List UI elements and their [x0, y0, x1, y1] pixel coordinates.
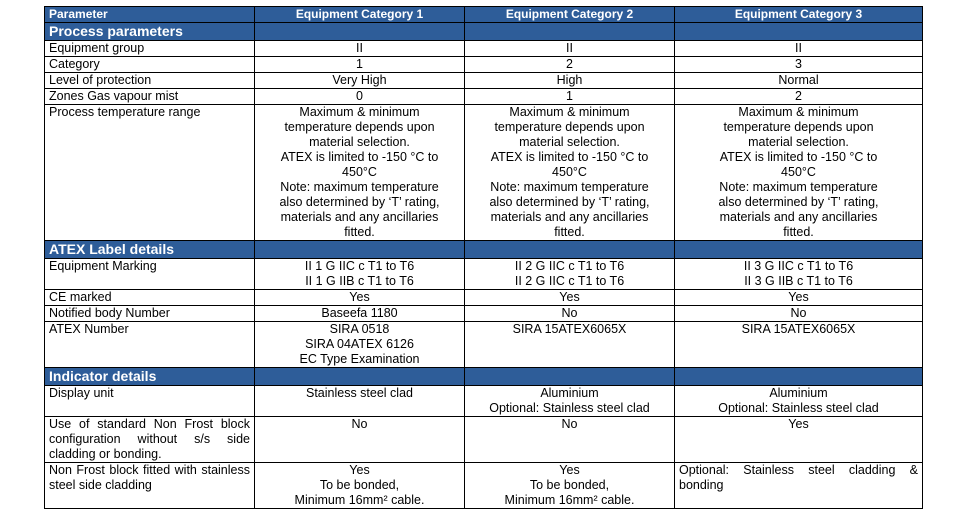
cell-cat1: 1 — [255, 57, 465, 73]
cell-cat3: 3 — [675, 57, 923, 73]
cell-cat2: No — [465, 417, 675, 463]
row-zones — [45, 89, 923, 105]
row-category — [45, 57, 923, 73]
row-non-frost-cladding — [45, 463, 923, 509]
header-parameter: Parameter — [45, 7, 255, 23]
cell-cat1: Baseefa 1180 — [255, 306, 465, 322]
section-title-atex: ATEX Label details — [45, 241, 255, 259]
cell-cat3: Optional: Stainless steel cladding & bonding — [675, 463, 923, 509]
cell-cat3: Yes — [675, 290, 923, 306]
cell-cat3: SIRA 15ATEX6065X — [675, 322, 923, 368]
row-notified-body — [45, 306, 923, 322]
row-standard-non-frost — [45, 417, 923, 463]
cell-cat2: SIRA 15ATEX6065X — [465, 322, 675, 368]
cell-cat1: Yes — [255, 290, 465, 306]
row-label: Notified body Number — [45, 306, 255, 322]
cell-cat3: 2 — [675, 89, 923, 105]
header-category-2: Equipment Category 2 — [465, 7, 675, 23]
cell-cat1: 0 — [255, 89, 465, 105]
cell-cat1: Yes To be bonded, Minimum 16mm² cable. — [255, 463, 465, 509]
cell-cat3: Normal — [675, 73, 923, 89]
equipment-category-table — [44, 6, 923, 509]
row-ce-marked — [45, 290, 923, 306]
cell-cat2: 1 — [465, 89, 675, 105]
section-title-indicator: Indicator details — [45, 368, 255, 386]
row-display-unit — [45, 386, 923, 417]
cell-cat2: II — [465, 41, 675, 57]
cell-cat3: No — [675, 306, 923, 322]
cell-cat1: No — [255, 417, 465, 463]
cell-cat3: II 3 G IIC c T1 to T6 II 3 G IIB c T1 to T6 — [675, 259, 923, 290]
row-atex-number — [45, 322, 923, 368]
row-label: Category — [45, 57, 255, 73]
row-label: Use of standard Non Frost block configuration without s/s side cladding or bonding. — [45, 417, 255, 463]
header-category-3: Equipment Category 3 — [675, 7, 923, 23]
cell-cat3: Yes — [675, 417, 923, 463]
cell-cat3: Maximum & minimum temperature depends upon material selection. ATEX is limited to -150 °C to 450°C Note: maximum temperature also determined by ‘T’ rating, materials and any ancillaries fitted. — [675, 105, 923, 241]
cell-cat3: II — [675, 41, 923, 57]
header-row — [45, 7, 923, 23]
row-label: Zones Gas vapour mist — [45, 89, 255, 105]
cell-cat2: Yes To be bonded, Minimum 16mm² cable. — [465, 463, 675, 509]
section-indicator — [45, 368, 923, 386]
cell-cat1: Very High — [255, 73, 465, 89]
cell-cat2: II 2 G IIC c T1 to T6 II 2 G IIC c T1 to T6 — [465, 259, 675, 290]
row-label: Process temperature range — [45, 105, 255, 241]
row-label: Equipment Marking — [45, 259, 255, 290]
cell-cat2: High — [465, 73, 675, 89]
cell-cat2: Aluminium Optional: Stainless steel clad — [465, 386, 675, 417]
cell-cat2: 2 — [465, 57, 675, 73]
section-atex — [45, 241, 923, 259]
cell-cat1: Maximum & minimum temperature depends upon material selection. ATEX is limited to -150 °C to 450°C Note: maximum temperature also determined by ‘T’ rating, materials and any ancillaries fitted. — [255, 105, 465, 241]
row-label: Non Frost block fitted with stainless steel side cladding — [45, 463, 255, 509]
cell-cat2: Maximum & minimum temperature depends upon material selection. ATEX is limited to -150 °C to 450°C Note: maximum temperature also determined by ‘T’ rating, materials and any ancillaries fitted. — [465, 105, 675, 241]
header-category-1: Equipment Category 1 — [255, 7, 465, 23]
row-equipment-group — [45, 41, 923, 57]
row-label: ATEX Number — [45, 322, 255, 368]
row-process-temperature — [45, 105, 923, 241]
section-title-process: Process parameters — [45, 23, 255, 41]
section-process — [45, 23, 923, 41]
row-label: Equipment group — [45, 41, 255, 57]
row-level-of-protection — [45, 73, 923, 89]
cell-cat2: Yes — [465, 290, 675, 306]
cell-cat1: SIRA 0518 SIRA 04ATEX 6126 EC Type Examination — [255, 322, 465, 368]
row-label: Display unit — [45, 386, 255, 417]
row-label: CE marked — [45, 290, 255, 306]
cell-cat1: II — [255, 41, 465, 57]
cell-cat2: No — [465, 306, 675, 322]
cell-cat1: II 1 G IIC c T1 to T6 II 1 G IIB c T1 to T6 — [255, 259, 465, 290]
cell-cat3: Aluminium Optional: Stainless steel clad — [675, 386, 923, 417]
row-equipment-marking — [45, 259, 923, 290]
row-label: Level of protection — [45, 73, 255, 89]
cell-cat1: Stainless steel clad — [255, 386, 465, 417]
